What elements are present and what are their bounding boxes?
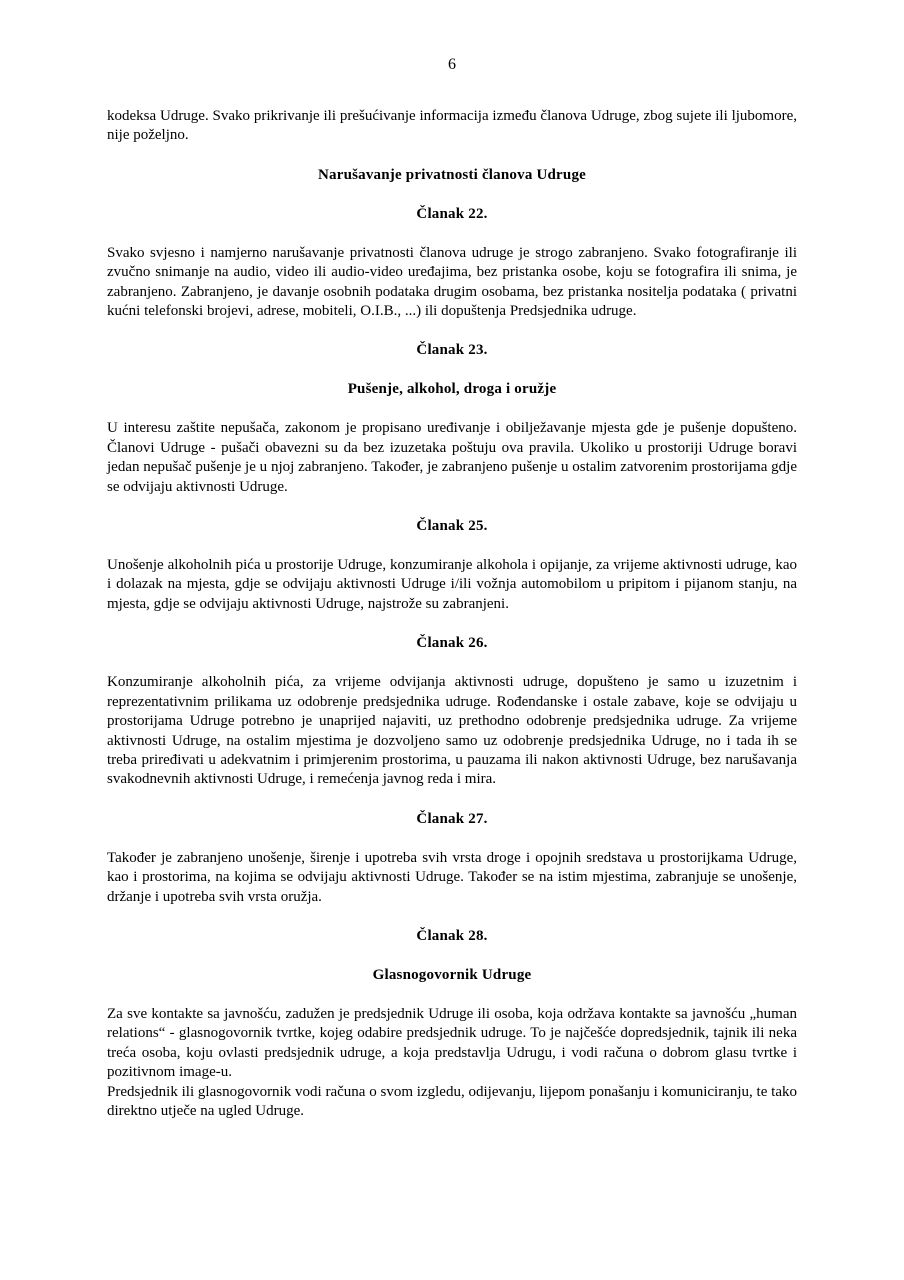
- section-heading-pusenje: Pušenje, alkohol, droga i oružje: [347, 381, 557, 398]
- article-heading-22: Članak 22.: [416, 205, 488, 222]
- article-heading-28: Članak 28.: [416, 927, 488, 944]
- article-heading-23: Članak 23.: [416, 342, 488, 359]
- paragraph-continuation: kodeksa Udruge. Svako prikrivanje ili prešućivanje informacija između članova Udruge, zbog sujete ili ljubomore, nije poželjno.: [107, 108, 797, 144]
- section-heading-glasnogovornik: Glasnogovornik Udruge: [372, 966, 532, 983]
- article-28-text-continued: Predsjednik ili glasnogovornik vodi računa o svom izgledu, odijevanju, lijepom ponašanju i komuniciranju, te tako direktno utječe na ugled Udruge.: [107, 1083, 797, 1119]
- article-22-text: Svako svjesno i namjerno narušavanje privatnosti članova udruge je strogo zabranjeno. Svako fotografiranje ili zvučno snimanje na audio, video ili audio-video uređajima, bez pristanka osobe, koju se fotografira ili snima, je zabranjeno. Zabranjeno, je davanje osobnih podataka drugim osobama, bez pristanka nositelja podataka ( privatni kućni telefonski brojevi, adrese, mobiteli, O.I.B., ...) ili dopuštenja Predsjednika udruge.: [107, 244, 797, 320]
- article-heading-27: Članak 27.: [416, 810, 488, 827]
- article-26-text: Konzumiranje alkoholnih pića, za vrijeme odvijanja aktivnosti udruge, dopušteno je samo u izuzetnim i reprezentativnim prilikama uz odobrenje predsjednika udruge. Rođendanske i ostale zabave, koje se odvijaju u prostorijama Udruge potrebno je unaprijed najaviti, uz prethodno odobrenje predsjednika udruge. Za vrijeme aktivnosti Udruge, na ostalim mjestima je dozvoljeno samo uz odobrenje predsjednika Udruge, no i tada ih se treba priređivati u adekvatnim i primjerenim prostorima, u pauzama ili nakon aktivnosti Udruge, bez narušavanja svakodnevnih aktivnosti Udruge, i remećenja javnog reda i mira.: [107, 674, 797, 788]
- article-23-text: U interesu zaštite nepušača, zakonom je propisano uređivanje i obilježavanje mjesta gde je pušenje dopušteno. Članovi Udruge - pušači obavezni su da bez izuzetaka poštuju ova pravila. Ukoliko u prostoriji Udruge boravi jedan nepušač pušenje je u njoj zabranjeno. Također, je zabranjeno pušenje u ostalim zatvorenim prostorijama gdje se odvijaju aktivnosti Udruge.: [107, 420, 797, 495]
- section-heading-privatnost: Narušavanje privatnosti članova Udruge: [317, 166, 587, 183]
- article-28-text: Za sve kontakte sa javnošću, zadužen je predsjednik Udruge ili osoba, koja održava kontakte sa javnošću „human relations“ - glasnogovornik tvrtke, kojeg odabire predsjednik udruge. To je najčešće dopredsjednik, tajnik ili neka treća osoba, koju ovlasti predsjednik udruge, a koja predstavlja Udrugu, i vodi računa o dobrom glasu tvrtke i pozitivnom image-u.: [107, 1005, 797, 1081]
- article-27-text: Također je zabranjeno unošenje, širenje i upotreba svih vrsta droge i opojnih sredstava u prostorijkama Udruge, kao i prostorima, na kojima se odvijaju aktivnosti Udruge. Također se na istim mjestima, zabranjuje se unošenje, držanje i upotreba svih vrsta oružja.: [107, 849, 797, 905]
- article-heading-26: Članak 26.: [416, 635, 488, 652]
- article-heading-25: Članak 25.: [416, 518, 488, 535]
- page-number: 6: [448, 56, 456, 73]
- document-body: [107, 107, 797, 1121]
- article-25-text: Unošenje alkoholnih pića u prostorije Udruge, konzumiranje alkohola i opijanje, za vrijeme aktivnosti udruge, kao i dolazak na mjesta, gdje se odvijaju aktivnosti Udruge i/ili vožnja automobilom u pripitom i pijanom stanju, na mjesta, gdje se odvijaju aktivnosti Udruge, najstrože su zabranjeni.: [107, 557, 797, 612]
